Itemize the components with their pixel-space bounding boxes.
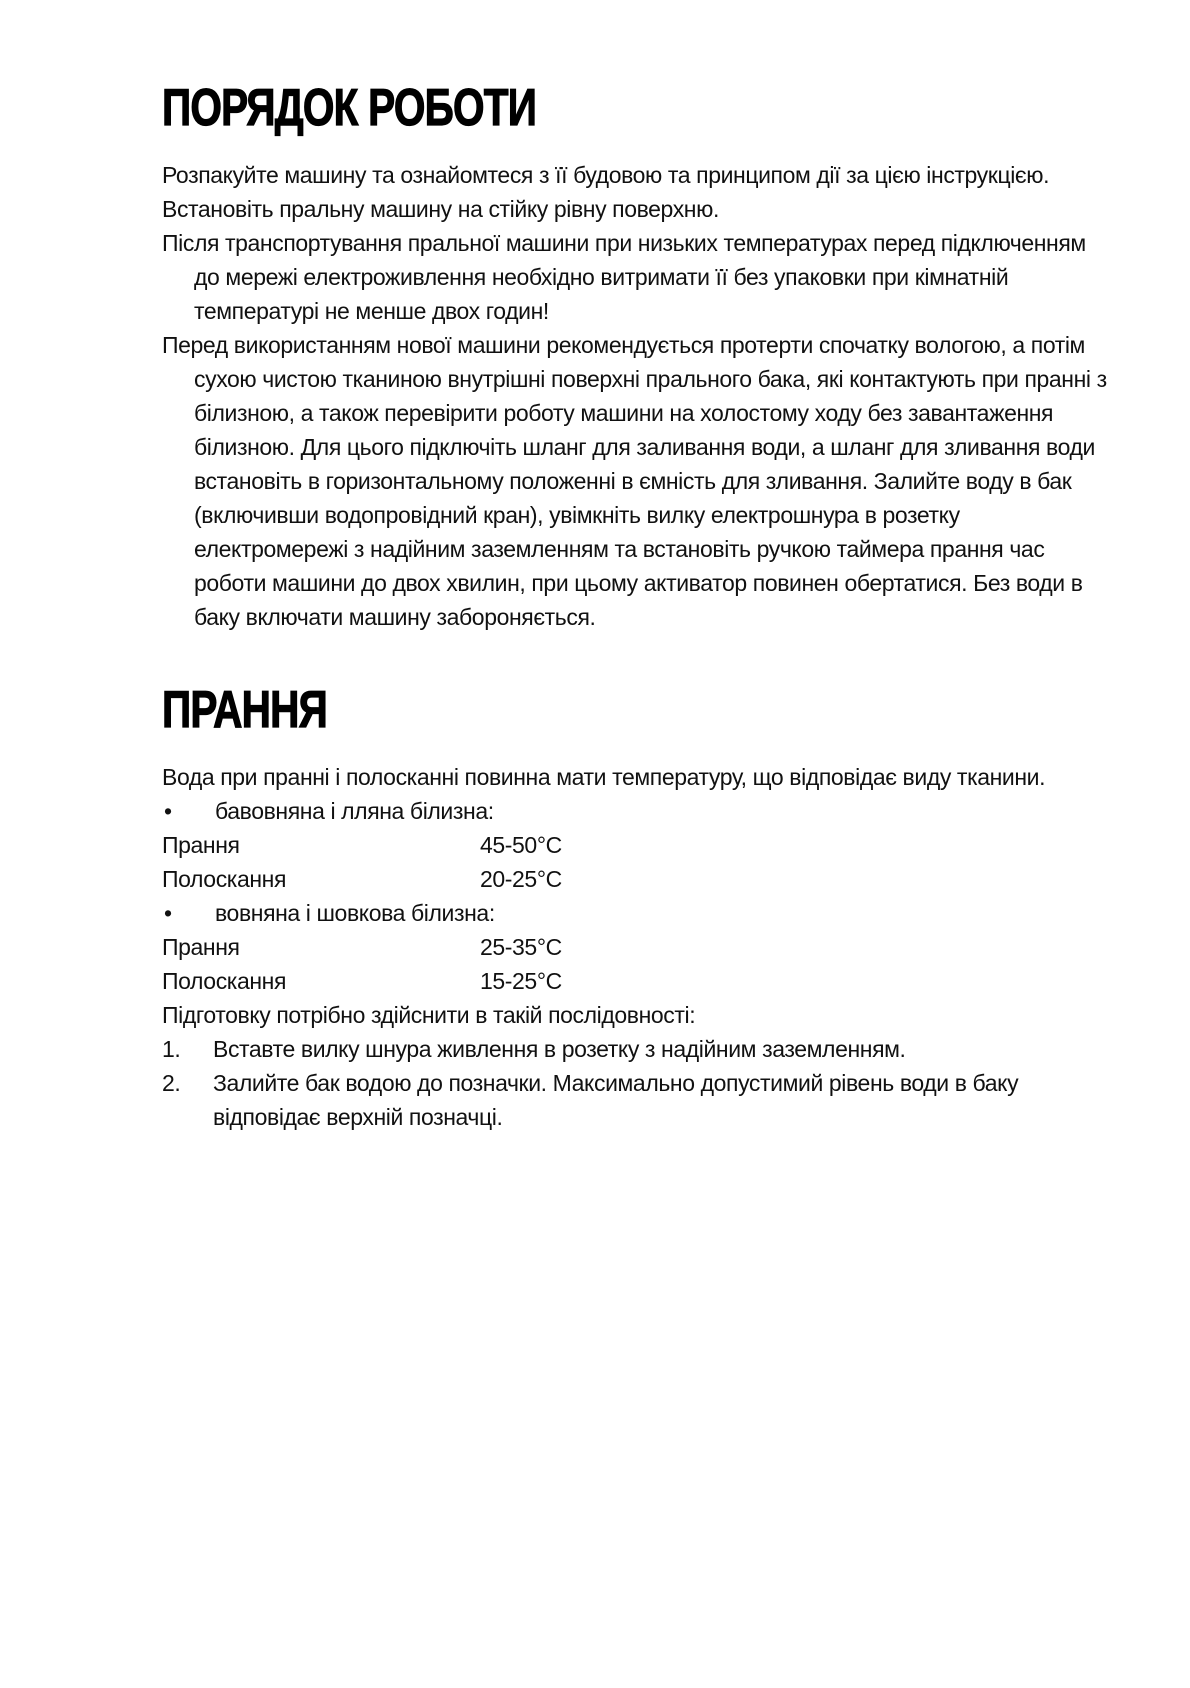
step-number: 1. <box>162 1036 181 1062</box>
temperature-row <box>162 930 1112 964</box>
fabric-group-cotton-linen <box>162 794 1112 828</box>
washing-section-body <box>162 760 1112 1134</box>
temperature-value: 15-25°C <box>480 968 562 994</box>
bullet-icon: • <box>164 798 172 824</box>
paragraph-unpack: Розпакуйте машину та ознайомтеся з її будовою та принципом дії за цією інструкцією. <box>162 162 1050 188</box>
fabric-group-label: бавовняна і лляна білизна: <box>215 798 494 824</box>
mode-label: Прання <box>162 934 240 960</box>
fabric-group-wool-silk <box>162 896 1112 930</box>
bullet-icon: • <box>164 900 172 926</box>
temperature-value: 20-25°C <box>480 866 562 892</box>
temperature-row <box>162 862 1112 896</box>
step-item <box>162 1032 1112 1066</box>
paragraph-transport-warning: Після транспортування пральної машини при низьких температурах перед підключенням до мережі електроживлення необхідно витримати її без упаковки при кімнатній температурі не менше двох годин! <box>162 230 1086 324</box>
temperature-row <box>162 964 1112 998</box>
paragraph-first-use: Перед використанням нової машини рекомендується протерти спочатку вологою, а потім сухою чистою тканиною внутрішні поверхні прального бака, які контактують при пранні з білизною, а також перевірити роботу машини на холостому ходу без завантаження білизною. Для цього підключіть шланг для заливання води, а шланг для зливання води встановіть в горизонтальному положенні в ємність для зливання. Залийте воду в бак (включивши водопровідний кран), увімкніть вилку електрошнура в розетку електромережі з надійним заземленням та встановіть ручкою таймера прання час роботи машини до двох хвилин, при цьому активатор повинен обертатися. Без води в баку включати машину забороняється. <box>162 332 1107 630</box>
section-heading-operation: ПОРЯДОК РОБОТИ <box>162 79 537 137</box>
section-heading-washing: ПРАННЯ <box>162 681 327 739</box>
paragraph-sequence-intro: Підготовку потрібно здійснити в такій послідовності: <box>162 1002 696 1028</box>
step-number: 2. <box>162 1070 181 1096</box>
mode-label: Полоскання <box>162 866 287 892</box>
fabric-group-label: вовняна і шовкова білизна: <box>215 900 495 926</box>
step-item <box>162 1066 1112 1134</box>
mode-label: Прання <box>162 832 240 858</box>
temperature-row <box>162 828 1112 862</box>
temperature-value: 45-50°C <box>480 832 562 858</box>
paragraph-install: Встановіть пральну машину на стійку рівну поверхню. <box>162 196 719 222</box>
step-text: Залийте бак водою до позначки. Максимально допустимий рівень води в баку відповідає верхній позначці. <box>213 1070 1019 1130</box>
paragraph-water-temperature: Вода при пранні і полосканні повинна мати температуру, що відповідає виду тканини. <box>162 764 1046 790</box>
operation-section-body <box>162 158 1112 634</box>
step-text: Вставте вилку шнура живлення в розетку з надійним заземленням. <box>213 1036 906 1062</box>
temperature-value: 25-35°C <box>480 934 562 960</box>
mode-label: Полоскання <box>162 968 287 994</box>
document-page <box>162 70 1112 1134</box>
